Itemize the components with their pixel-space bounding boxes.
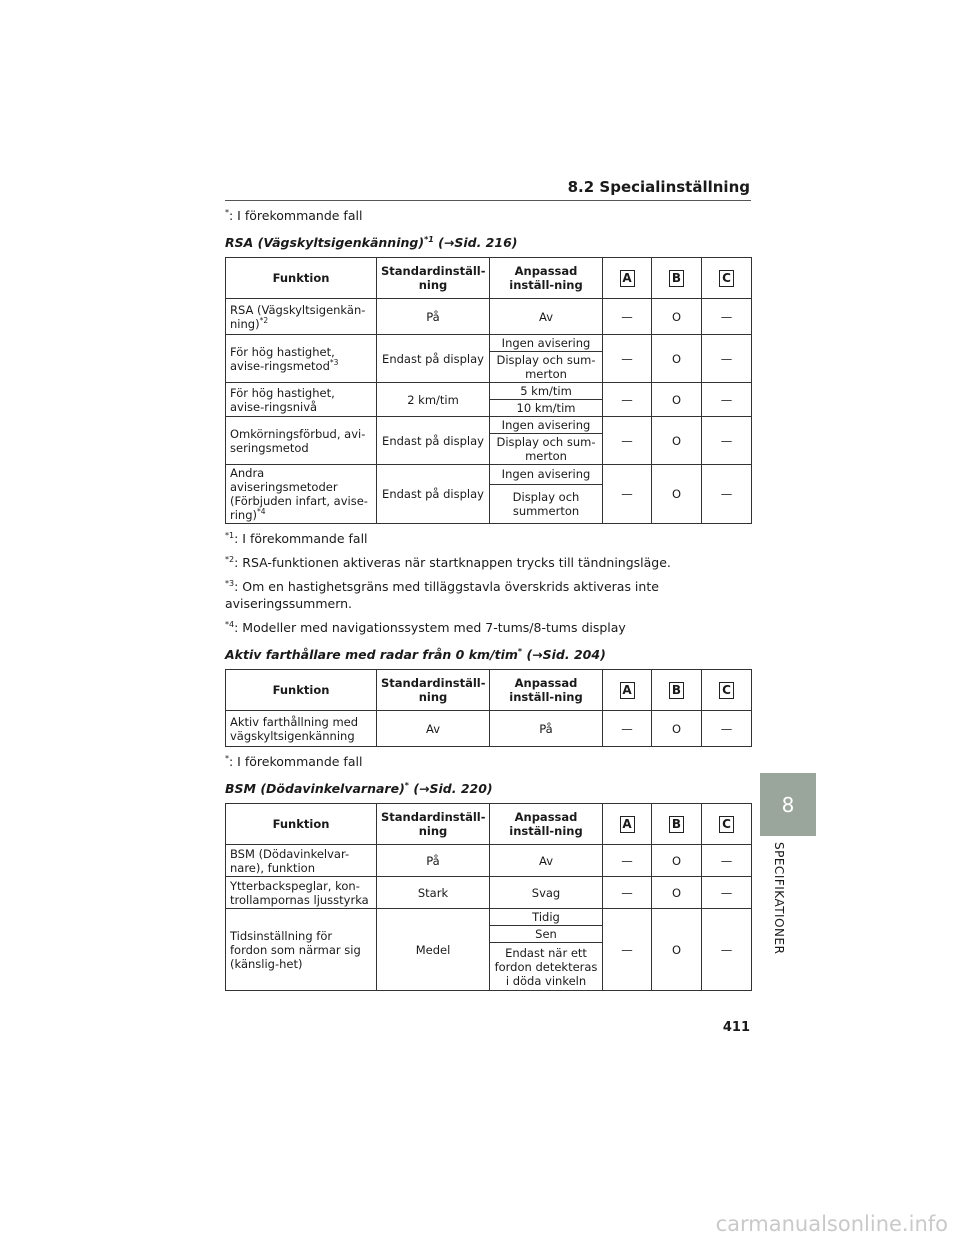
col-header-funktion: Funktion (226, 258, 377, 299)
table-row (226, 711, 752, 747)
cell-custom: 10 km/tim (490, 400, 603, 417)
function-mark: *3 (329, 357, 339, 367)
footnote-text: : I förekommande fall (229, 754, 363, 769)
col-header-anpassad: Anpassad inställ-ning (490, 804, 603, 845)
rsa-page-ref[interactable]: (→Sid. 216) (433, 235, 518, 250)
footnote-mark: *2 (225, 554, 235, 564)
footnote-text: : Om en hastighetsgräns med tilläggstavla överskrids aktiveras inte aviseringssummern. (225, 579, 659, 611)
cell-c: — (702, 299, 752, 335)
cell-standard: Stark (377, 877, 490, 909)
cell-function (226, 299, 377, 335)
cell-a: — (603, 909, 652, 991)
function-text: För hög hastighet, avise-ringsmetod (230, 344, 335, 373)
table-header-row (226, 670, 752, 711)
bsm-section-title (225, 781, 751, 796)
cell-standard: 2 km/tim (377, 383, 490, 417)
cell-custom: På (490, 711, 603, 747)
col-header-standard: Standardinställ-ning (377, 258, 490, 299)
cell-function: BSM (Dödavinkelvar-nare), funktion (226, 845, 377, 877)
cell-standard: Av (377, 711, 490, 747)
col-header-c (702, 258, 752, 299)
footnote-mark: * (225, 207, 229, 217)
cell-custom: Endast när ett fordon detekteras i döda vinkeln (490, 943, 603, 991)
chapter-tab[interactable] (760, 773, 816, 836)
cell-a: — (603, 711, 652, 747)
cell-b: O (652, 465, 702, 524)
acc-title-mark: * (517, 646, 523, 656)
cell-c: — (702, 335, 752, 383)
box-letter-b: B (669, 682, 684, 699)
col-header-b (652, 804, 702, 845)
header-divider (225, 200, 751, 201)
cell-function: Ytterbackspeglar, kon-trollampornas ljusstyrka (226, 877, 377, 909)
cell-custom: Ingen avisering (490, 335, 603, 352)
cell-b: O (652, 711, 702, 747)
box-letter-a: A (620, 816, 635, 833)
function-mark: *2 (259, 315, 269, 325)
cell-b: O (652, 383, 702, 417)
footnote-text: : I förekommande fall (234, 531, 368, 546)
table-row (226, 465, 752, 485)
bsm-title-mark: * (404, 780, 409, 790)
col-header-c (702, 804, 752, 845)
table-row (226, 335, 752, 352)
cell-a: — (603, 465, 652, 524)
cell-function (226, 465, 377, 524)
cell-custom: Svag (490, 877, 603, 909)
table-row (226, 417, 752, 434)
chapter-number: 8 (781, 792, 795, 817)
cell-custom: 5 km/tim (490, 383, 603, 400)
footnote-text: : I förekommande fall (229, 208, 363, 223)
col-header-funktion: Funktion (226, 670, 377, 711)
cell-c: — (702, 383, 752, 417)
cell-custom: Sen (490, 926, 603, 943)
acc-section-title (225, 647, 751, 662)
cell-a: — (603, 383, 652, 417)
table-header-row (226, 258, 752, 299)
function-text: RSA (Vägskyltsigenkän-ning) (230, 302, 366, 331)
cell-custom: Av (490, 845, 603, 877)
cell-function: För hög hastighet, avise-ringsnivå (226, 383, 377, 417)
cell-a: — (603, 845, 652, 877)
cell-function: Omkörningsförbud, avi-seringsmetod (226, 417, 377, 465)
box-letter-c: C (719, 270, 734, 287)
cell-c: — (702, 877, 752, 909)
footnote-mark: *4 (225, 619, 235, 629)
footnote-1 (225, 530, 751, 547)
col-header-standard: Standardinställ-ning (377, 670, 490, 711)
cell-standard: Endast på display (377, 335, 490, 383)
footnote-top (225, 207, 751, 224)
bsm-title-text: BSM (Dödavinkelvarnare) (225, 781, 405, 796)
cell-custom: Display och sum-merton (490, 434, 603, 465)
acc-settings-table (225, 669, 752, 747)
box-letter-b: B (669, 816, 684, 833)
footnote-mark: * (225, 753, 229, 763)
box-letter-b: B (669, 270, 684, 287)
bsm-page-ref[interactable]: (→Sid. 220) (408, 781, 493, 796)
table-row (226, 383, 752, 400)
col-header-a (603, 258, 652, 299)
footnote-mark: *3 (225, 578, 235, 588)
cell-a: — (603, 335, 652, 383)
cell-standard: På (377, 845, 490, 877)
rsa-title-text: RSA (Vägskyltsigenkänning) (225, 235, 425, 250)
cell-b: O (652, 335, 702, 383)
cell-custom: Display och summerton (490, 484, 603, 523)
cell-a: — (603, 417, 652, 465)
box-letter-c: C (719, 682, 734, 699)
cell-standard: Endast på display (377, 417, 490, 465)
rsa-settings-table (225, 257, 752, 524)
cell-custom: Display och sum-merton (490, 352, 603, 383)
cell-custom: Tidig (490, 909, 603, 926)
table-row (226, 845, 752, 877)
cell-a: — (603, 877, 652, 909)
table-row (226, 299, 752, 335)
cell-b: O (652, 909, 702, 991)
cell-b: O (652, 877, 702, 909)
cell-c: — (702, 711, 752, 747)
footnote-text: : Modeller med navigationssystem med 7-tums/8-tums display (234, 620, 626, 635)
cell-function: Tidsinställning för fordon som närmar sig (känslig-het) (226, 909, 377, 991)
bsm-settings-table (225, 803, 752, 991)
acc-page-ref[interactable]: (→Sid. 204) (522, 647, 606, 662)
chapter-label: SPECIFIKATIONER (772, 842, 786, 955)
col-header-funktion: Funktion (226, 804, 377, 845)
rsa-title-mark: *1 (424, 234, 434, 244)
acc-title-text: Aktiv farthållare med radar från 0 km/tim (225, 647, 518, 662)
page-number: 411 (722, 1020, 750, 1035)
cell-standard: På (377, 299, 490, 335)
cell-function (226, 335, 377, 383)
footnote-text: : RSA-funktionen aktiveras när startknappen trycks till tändningsläge. (234, 555, 671, 570)
cell-c: — (702, 465, 752, 524)
rsa-section-title (225, 235, 751, 250)
cell-c: — (702, 845, 752, 877)
cell-custom: Ingen avisering (490, 417, 603, 434)
col-header-b (652, 670, 702, 711)
cell-c: — (702, 417, 752, 465)
footnote-acc (225, 753, 751, 770)
cell-custom: Av (490, 299, 603, 335)
cell-a: — (603, 299, 652, 335)
watermark-text: carmanualsonline.info (715, 1212, 948, 1236)
col-header-anpassad: Anpassad inställ-ning (490, 670, 603, 711)
section-header-title: 8.2 Specialinställning (567, 178, 750, 196)
col-header-a (603, 670, 652, 711)
cell-function: Aktiv farthållning med vägskyltsigenkänning (226, 711, 377, 747)
col-header-c (702, 670, 752, 711)
table-row (226, 909, 752, 926)
cell-custom: Ingen avisering (490, 465, 603, 485)
cell-standard: Endast på display (377, 465, 490, 524)
cell-b: O (652, 299, 702, 335)
box-letter-a: A (620, 270, 635, 287)
footnote-mark: *1 (225, 530, 235, 540)
function-mark: *4 (257, 507, 266, 517)
page-content (225, 207, 751, 991)
cell-c: — (702, 909, 752, 991)
table-row (226, 877, 752, 909)
cell-b: O (652, 845, 702, 877)
cell-b: O (652, 417, 702, 465)
col-header-standard: Standardinställ-ning (377, 804, 490, 845)
function-text: Andra aviseringsmetoder (Förbjuden infart, avise-ring) (230, 466, 368, 522)
table-header-row (226, 804, 752, 845)
box-letter-a: A (620, 682, 635, 699)
col-header-a (603, 804, 652, 845)
col-header-b (652, 258, 702, 299)
footnote-3 (225, 578, 751, 612)
footnote-4 (225, 619, 751, 636)
box-letter-c: C (719, 816, 734, 833)
cell-standard: Medel (377, 909, 490, 991)
footnote-2 (225, 554, 751, 571)
col-header-anpassad: Anpassad inställ-ning (490, 258, 603, 299)
